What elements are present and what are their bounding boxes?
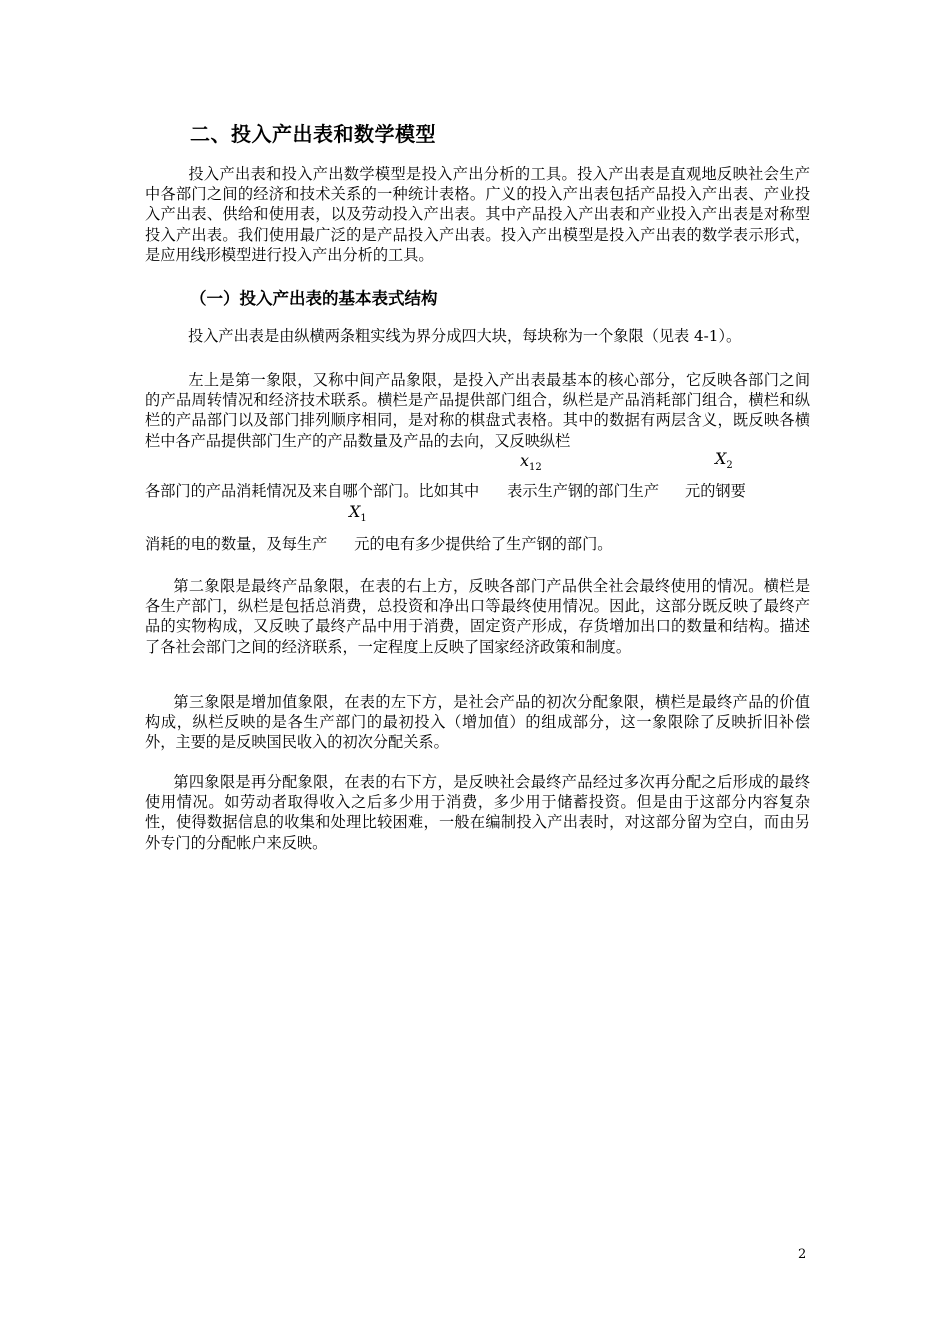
quadrant-one-line-b: 消耗的电的数量，及每生产 元的电有多少提供给了生产钢的部门。 <box>145 535 613 553</box>
quadrant-intro: 投入产出表是由纵横两条粗实线为界分成四大块，每块称为一个象限（见表 4-1）。 <box>188 327 742 345</box>
quadrant-four-text: 第四象限是再分配象限，在表的右下方，是反映社会最终产品经过多次再分配之后形成的最终使用情况。如劳动者取得收入之后多少用于消费，多少用于储蓄投资。但是由于这部分内容复杂性，使得数据信息的收集和处理比较困难，一般在编制投入产出表时，对这部分留为空白，而由另外专门的分配帐户来反映。 <box>145 773 810 852</box>
quadrant-one-text: 左上是第一象限，又称中间产品象限，是投入产出表最基本的核心部分，它反映各部门之间的产品周转情况和经济技术联系。横栏是产品提供部门组合，纵栏是产品消耗部门组合，横栏和纵栏的产品部门以及部门排列顺序相同，是对称的棋盘式表格。其中的数据有两层含义，既反映各横栏中各产品提供部门生产的产品数量及产品的去向，又反映纵栏 <box>145 371 810 450</box>
quadrant-three-paragraph <box>145 692 810 753</box>
quadrant-two-text: 第二象限是最终产品象限，在表的右上方，反映各部门产品供全社会最终使用的情况。横栏是各生产部门，纵栏是包括总消费，总投资和净出口等最终使用情况。因此，这部分既反映了最终产品的实物构成，又反映了最终产品中用于消费，固定资产形成，存货增加出口的数量和结构。描述了各社会部门之间的经济联系，一定程度上反映了国家经济政策和制度。 <box>145 577 810 656</box>
intro-paragraph <box>145 164 810 265</box>
quadrant-two-paragraph <box>145 576 810 657</box>
quadrant-one-paragraph <box>145 370 810 451</box>
subsection-heading: （一）投入产出表的基本表式结构 <box>190 289 438 308</box>
intro-paragraph-text: 投入产出表和投入产出数学模型是投入产出分析的工具。投入产出表是直观地反映社会生产中各部门之间的经济和技术关系的一种统计表格。广义的投入产出表包括产品投入产出表、产业投入产出表、供给和使用表，以及劳动投入产出表。其中产品投入产出表和产业投入产出表是对称型投入产出表。我们使用最广泛的是产品投入产出表。投入产出模型是投入产出表的数学表示形式，是应用线形模型进行投入产出分析的工具。 <box>145 165 810 264</box>
quadrant-one-line-a: 各部门的产品消耗情况及来自哪个部门。比如其中 表示生产钢的部门生产 元的钢要 <box>145 482 746 500</box>
page-number: 2 <box>798 1247 807 1262</box>
quadrant-four-paragraph <box>145 772 810 853</box>
math-x12: $x_{12}$ <box>520 451 542 473</box>
quadrant-three-text: 第三象限是增加值象限，在表的左下方，是社会产品的初次分配象限，横栏是最终产品的价值构成，纵栏反映的是各生产部门的最初投入（增加值）的组成部分，这一象限除了反映折旧补偿外，主要的是反映国民收入的初次分配关系。 <box>145 693 810 752</box>
section-heading: 二、投入产出表和数学模型 <box>190 122 436 146</box>
math-X1: $X_1$ <box>349 502 367 524</box>
math-X2: $X_2$ <box>715 449 733 471</box>
